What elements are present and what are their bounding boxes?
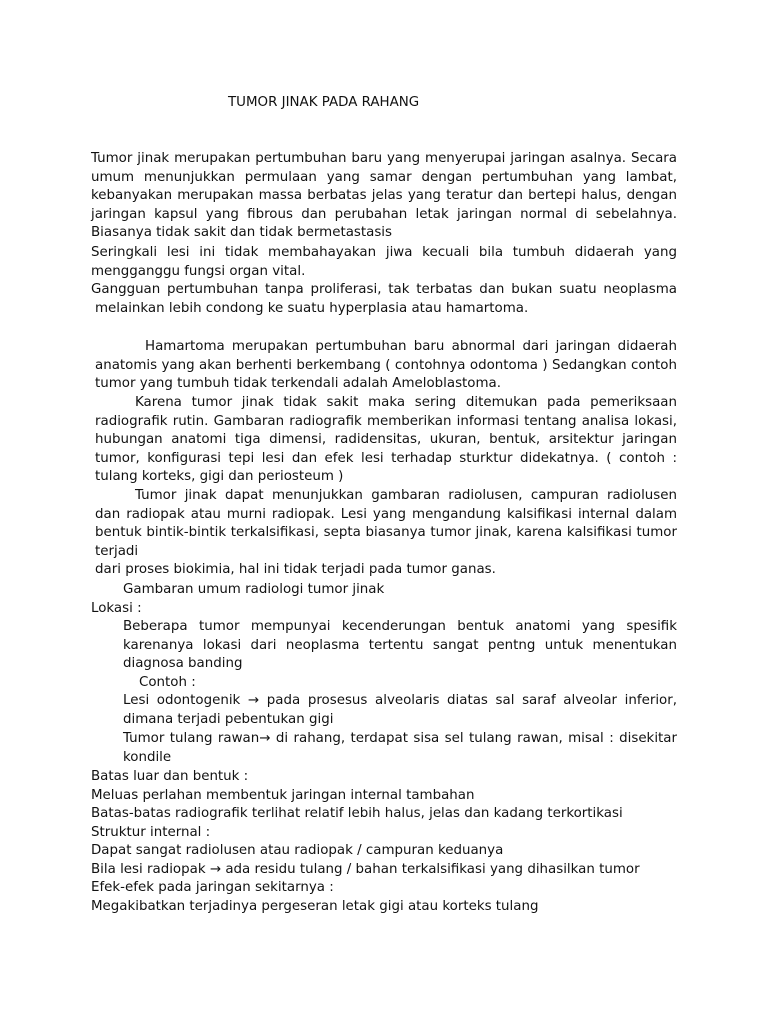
feature-line: Dapat sangat radiolusen atau radiopak / campuran keduanya: [91, 843, 504, 858]
feature-line: Batas luar dan bentuk :: [91, 769, 249, 784]
location-item-1: [123, 618, 677, 674]
hamartoma-paragraph-body: Hamartoma merupakan pertumbuhan baru abnormal dari jaringan didaerah anatomis yang akan berhenti berkembang ( contohnya odontoma ) Sedangkan contoh: [95, 339, 677, 373]
feature-list: [91, 768, 691, 916]
intro-paragraph-2-body: Seringkali lesi ini tidak membahayakan jiwa kecuali bila tumbuh didaerah yang: [91, 245, 677, 260]
location-label: Lokasi :: [91, 601, 142, 616]
location-item-1-last: diagnosa banding: [123, 656, 243, 671]
intro-paragraph-1: [91, 150, 677, 243]
feature-line: Batas-batas radiografik terlihat relatif lebih halus, jelas dan kadang terkortikasi: [91, 806, 623, 821]
intro-paragraph-2: [91, 244, 677, 281]
location-item-2-last: dimana terjadi pebentukan gigi: [123, 711, 334, 727]
feature-line: Megakibatkan terjadinya pergeseran letak gigi atau korteks tulang: [91, 898, 539, 914]
intro-paragraph-3: [91, 281, 677, 318]
radiographic-paragraph-body: Karena tumor jinak tidak sakit maka sering ditemukan pada pemeriksaan radiografik rutin. Gambaran radiografik memberikan informasi tentang analisa lokasi, hubungan anatomi tiga dimensi, radidensitas, ukuran, bentuk, arsitektur jaringan tumor, konfigurasi tepi lesi dan efek lesi terhadap sturktur didekatnya. ( contoh :: [95, 395, 677, 466]
feature-line: Bila lesi radiopak → ada residu tulang / bahan terkalsifikasi yang dihasilkan tumor: [91, 861, 640, 877]
feature-line: Struktur internal :: [91, 824, 211, 840]
intro-paragraph-3-body: Gangguan pertumbuhan tanpa proliferasi, tak terbatas dan bukan suatu neoplasma: [91, 282, 677, 297]
location-item-1-body: Beberapa tumor mempunyai kecenderungan bentuk anatomi yang spesifik karenanya lokasi dari neoplasma tertentu sangat pentng untuk menentukan: [123, 619, 677, 653]
location-item-3-last: kondile: [123, 749, 172, 765]
feature-line: Meluas perlahan membentuk jaringan internal tambahan: [91, 787, 475, 803]
section-heading: Gambaran umum radiologi tumor jinak: [123, 582, 385, 597]
location-item-2-body: Lesi odontogenik → pada prosesus alveolaris diatas sal saraf alveolar inferior,: [123, 693, 677, 708]
radiolucent-paragraph-body: Tumor jinak dapat menunjukkan gambaran radiolusen, campuran radiolusen dan radiopak atau murni radiopak. Lesi yang mengandung kalsifikasi internal dalam bentuk bintik-bintik terkalsifikasi, septa biasanya tumor jinak, karena kalsifikasi tumor terjadi: [95, 488, 677, 559]
feature-line: Efek-efek pada jaringan sekitarnya :: [91, 880, 334, 895]
intro-paragraph-2-last: mengganggu fungsi organ vital.: [91, 263, 306, 279]
radiolucent-paragraph-last: dari proses biokimia, hal ini tidak terjadi pada tumor ganas.: [95, 562, 496, 577]
hamartoma-paragraph: [95, 338, 677, 394]
radiographic-paragraph: [95, 394, 677, 487]
location-item-3-body: Tumor tulang rawan→ di rahang, terdapat sisa sel tulang rawan, misal : disekitar: [123, 731, 677, 746]
hamartoma-paragraph-last: tumor yang tumbuh tidak terkendali adalah Ameloblastoma.: [95, 376, 501, 391]
radiolucent-paragraph: [95, 487, 677, 580]
intro-paragraph-1-last: Biasanya tidak sakit dan tidak bermetastasis: [91, 225, 393, 240]
intro-paragraph-1-body: Tumor jinak merupakan pertumbuhan baru yang menyerupai jaringan asalnya. Secara umum menunjukkan permulaan yang samar dengan pertumbuhan yang lambat, kebanyakan merupakan massa berbatas jelas yang teratur dan bertepi halus, dengan jaringan kapsul yang fibrous dan perubahan letak jaringan normal di sebelahnya.: [91, 151, 677, 222]
example-label: Contoh :: [139, 675, 196, 690]
location-item-2: [123, 692, 677, 729]
radiographic-paragraph-last: tulang korteks, gigi dan periosteum ): [95, 469, 344, 484]
location-item-3: [123, 730, 677, 767]
document-title: TUMOR JINAK PADA RAHANG: [228, 95, 420, 110]
intro-paragraph-3-last: melainkan lebih condong ke suatu hyperplasia atau hamartoma.: [95, 300, 529, 316]
